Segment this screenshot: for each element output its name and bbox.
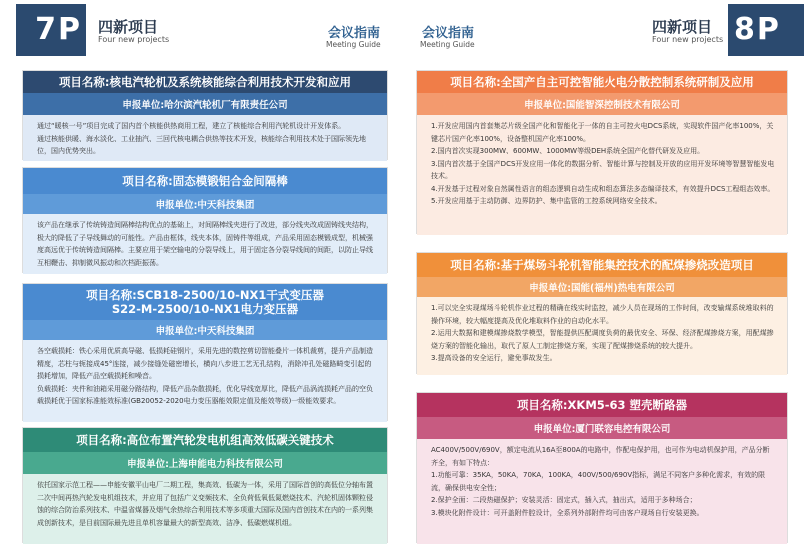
project-card xyxy=(416,392,788,543)
project-card xyxy=(22,427,388,543)
project-card xyxy=(416,252,788,374)
project-title: 项目名称:全国产自主可控智能火电分散控制系统研制及应用 xyxy=(417,71,787,93)
project-title-line2: S22-M-2500/10-NX1电力变压器 xyxy=(111,302,299,316)
page-number: 8P xyxy=(728,4,804,56)
project-org: 申报单位:厦门联容电控有限公司 xyxy=(417,417,787,439)
desc-paragraph: 1.开发应用国内首套集芯片级全国产化和智能化于一体的自主可控火电DCS系统，实现软件国产化率100%，关键芯片国产化率100%，设备整机国产化率100%。 xyxy=(431,122,774,143)
project-title: 项目名称:固态模锻铝合金间隔棒 xyxy=(23,168,387,194)
desc-paragraph: 依托国家示范工程——申能安徽平山电厂二期工程，集高效、低碳为一体，采用了国际首创的高低位分轴布置二次中间再热汽轮发电机组技术，并应用了包括广义变频技术、全负荷低氧低氮燃烧技术、汽轮机固体颗粒侵蚀的综合防治系列技术、中温省煤器及烟气余热综合利用技术等多项重大国际及国内首创技术在内的一系列集成创新技术，是目前国际最先进且单机容量最大的新型高效、洁净、低碳燃煤机组。 xyxy=(37,481,373,527)
guide-title: 会议指南 xyxy=(328,26,381,41)
desc-paragraph: 负载损耗：夹件和油箱采用磁分路结构，降低产品杂散损耗，优化导线宽厚比，降低产品涡流损耗产品的空负载损耗优于国家标准能效标准(GB20052-2020电力变压器能效限定值及能效等级)一级能效要求。 xyxy=(37,384,373,405)
guide-subtitle: Meeting Guide xyxy=(326,40,381,49)
project-org: 申报单位:上海申能电力科技有限公司 xyxy=(23,452,387,474)
project-desc xyxy=(417,297,787,375)
project-desc xyxy=(23,115,387,161)
left-page xyxy=(0,0,390,547)
project-card xyxy=(22,167,388,273)
desc-paragraph: 该产品在继承了传统铸造间隔棒结构优点的基础上，对间隔棒线夹进行了改进，部分线夹改成固铸线夹结构，极大的降低了子导线舞动的可能性。产品由框体，线夹本体，固铸件等组成，产品采用固态模锻成型，机械强度高远优于传统铸造间隔棒。主要应用于架空输电的分裂导线上，用于固定各分裂导线间的间距，以防止导线互相鞭击、抑制微风振动和次档距振荡。 xyxy=(37,221,373,267)
desc-paragraph: 3.国内首次基于全国产DCS开发应用一体化的数据分析、智能计算与控制及开放的应用开发环境等智慧智能发电技术。 xyxy=(431,159,775,180)
desc-paragraph: 2.运用大数据和建模煤掺烧数学模型，智能提供匹配调度负荷的最优安全、环保、经济配煤掺烧方案，用配煤掺烧方案的智能化输出，取代了原人工制定掺烧方案，实现了配煤掺烧系统的较大提升。 xyxy=(431,329,774,350)
section-subtitle: Four new projects xyxy=(98,35,170,44)
project-org: 申报单位:哈尔滨汽轮机厂有限责任公司 xyxy=(23,93,387,115)
desc-paragraph: 1.可以完全实现煤场斗轮机作业过程的精确在线实时监控，减少人员在现场的工作时间，改变输煤系统堆取料的操作环境，较大幅度提高及优化堆取料作业的自动化水平。 xyxy=(431,304,774,325)
project-org: 申报单位:国能(福州)热电有限公司 xyxy=(417,277,787,297)
desc-paragraph: 3.提高设备的安全运行，避免事故发生。 xyxy=(431,354,557,362)
desc-paragraph: 2.保护全面：二段热磁保护；安装灵活：固定式，插入式，抽出式，适用于多种场合； xyxy=(431,496,697,504)
desc-paragraph: AC400V/500V/690V，额定电流从16A至800A的电路中，作配电保护用，也可作为电动机保护用，产品分断齐全，有如下特点： xyxy=(431,446,770,467)
desc-paragraph: 5.开发应用基于主动防御、边界防护、集中监管的工控系统网络安全技术。 xyxy=(431,197,662,205)
project-desc xyxy=(417,439,787,544)
project-org: 申报单位:中天科技集团 xyxy=(23,194,387,214)
project-org: 申报单位:国能智深控制技术有限公司 xyxy=(417,93,787,115)
desc-paragraph: 4.开发基于过程对象自然属性语言的组态逻辑自动生成和组态算法多态编译技术，有效提升DCS工程组态效率。 xyxy=(431,184,775,193)
page-number: 7P xyxy=(16,4,86,56)
desc-paragraph: 1.功能可靠：35KA，50KA，70KA，100KA，400V/500/690V指标，满足不同客户多种化需求，有效的限流，确保供电安全性； xyxy=(431,471,766,492)
desc-paragraph: 通过核能供暖、海水淡化、工业抽汽、三回代核电耦合供热等技术开发，核能综合利用技术处于国际领先地位，国内优势突出。 xyxy=(37,134,366,155)
project-title: 项目名称:高位布置汽轮发电机组高效低碳关键技术 xyxy=(23,428,387,452)
project-desc xyxy=(417,115,787,235)
project-title-block xyxy=(23,284,387,320)
right-page xyxy=(414,0,804,547)
guide-title: 会议指南 xyxy=(422,26,475,41)
section-subtitle: Four new projects xyxy=(652,35,724,44)
project-card xyxy=(22,70,388,160)
project-card xyxy=(416,70,788,234)
project-title: 项目名称:SCB18-2500/10-NX1干式变压器 xyxy=(86,288,324,302)
project-title: 项目名称:基于煤场斗轮机智能集控技术的配煤掺烧改造项目 xyxy=(417,253,787,277)
desc-paragraph: 3.模块化附件设计：可开盖附件腔设计，全系列外部附件均可由客户现场自行安装更换。 xyxy=(431,508,704,517)
project-org: 申报单位:中天科技集团 xyxy=(23,320,387,340)
desc-paragraph: 各空载损耗：铁心采用优质高导磁、低损耗硅钢片，采用先进的数控剪切智能叠片一体机裁剪，提升产品制造精度，芯柱与轭接成45°连接，减少接缝处磁密增长，横向八步进工艺无孔结构，消除冲孔处磁路畸变引起的损耗增加，降低产品空载损耗和噪音。 xyxy=(37,347,373,380)
project-desc xyxy=(23,340,387,422)
section-title: 四新项目 xyxy=(652,18,713,36)
guide-subtitle: Meeting Guide xyxy=(420,40,475,49)
project-desc xyxy=(23,214,387,274)
project-card xyxy=(22,283,388,421)
project-desc xyxy=(23,474,387,544)
project-title: 项目名称:核电汽轮机及系统核能综合利用技术开发和应用 xyxy=(23,71,387,93)
project-title: 项目名称:XKM5-63 塑壳断路器 xyxy=(417,393,787,417)
desc-paragraph: 2.国内首次实现300MW、600MW、1000MW等级DEH系统全国产化替代研发及应用。 xyxy=(431,147,705,155)
section-title: 四新项目 xyxy=(98,18,159,36)
desc-paragraph: 通过“暖核一号”项目完成了国内首个核能供热商用工程，建立了核能综合利用汽轮机设计开发体系。 xyxy=(37,122,346,130)
